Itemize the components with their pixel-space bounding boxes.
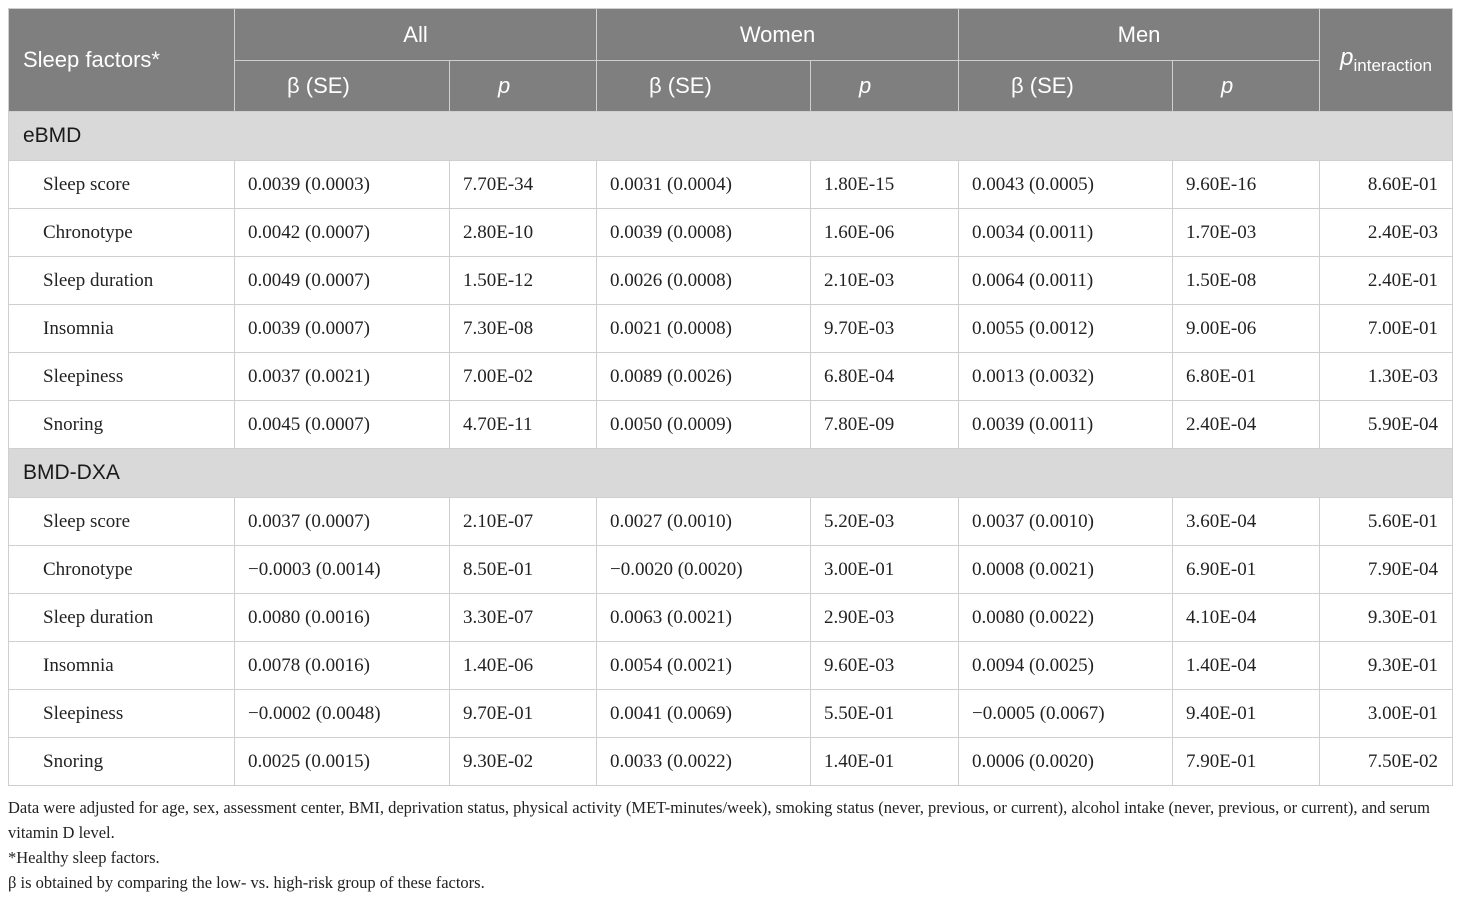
table-cell: 0.0094 (0.0025) <box>959 642 1173 690</box>
table-row <box>9 257 1453 305</box>
table-cell: 2.40E-03 <box>1320 209 1453 257</box>
table-cell: 0.0063 (0.0021) <box>597 594 811 642</box>
footnote-adjustment: Data were adjusted for age, sex, assessment center, BMI, deprivation status, physical activity (MET-minutes/week), smoking status (never, previous, or current), alcohol intake (never, previous, or current), and serum vitamin D level. <box>8 798 1430 842</box>
table-cell: 0.0008 (0.0021) <box>959 546 1173 594</box>
table-cell: 0.0037 (0.0010) <box>959 498 1173 546</box>
table-cell: 9.30E-02 <box>450 738 597 786</box>
row-label: Insomnia <box>9 642 235 690</box>
table-cell: 0.0025 (0.0015) <box>235 738 450 786</box>
header-women-beta: β (SE) <box>597 61 811 112</box>
header-group-women: Women <box>597 9 959 61</box>
table-cell: 0.0037 (0.0021) <box>235 353 450 401</box>
table-row <box>9 209 1453 257</box>
table-cell: 0.0039 (0.0008) <box>597 209 811 257</box>
table-cell: 0.0064 (0.0011) <box>959 257 1173 305</box>
table-cell: 1.70E-03 <box>1173 209 1320 257</box>
table-footnotes <box>8 795 1458 895</box>
row-label: Chronotype <box>9 546 235 594</box>
table-row <box>9 353 1453 401</box>
table-cell: 0.0033 (0.0022) <box>597 738 811 786</box>
header-men-beta: β (SE) <box>959 61 1173 112</box>
table-cell: 0.0054 (0.0021) <box>597 642 811 690</box>
table-cell: 4.10E-04 <box>1173 594 1320 642</box>
table-cell: 7.80E-09 <box>811 401 959 449</box>
row-label: Snoring <box>9 401 235 449</box>
table-cell: 8.60E-01 <box>1320 161 1453 209</box>
row-label: Sleepiness <box>9 353 235 401</box>
table-row <box>9 305 1453 353</box>
table-cell: 7.90E-04 <box>1320 546 1453 594</box>
table-cell: 6.80E-01 <box>1173 353 1320 401</box>
table-row <box>9 642 1453 690</box>
row-label: Chronotype <box>9 209 235 257</box>
table-cell: 0.0050 (0.0009) <box>597 401 811 449</box>
row-label: Snoring <box>9 738 235 786</box>
header-sleep-factors: Sleep factors* <box>9 9 235 112</box>
table-cell: 9.00E-06 <box>1173 305 1320 353</box>
table-cell: 0.0080 (0.0022) <box>959 594 1173 642</box>
row-label: Insomnia <box>9 305 235 353</box>
table-cell: 7.00E-01 <box>1320 305 1453 353</box>
header-p-interaction <box>1320 9 1453 112</box>
table-row <box>9 690 1453 738</box>
table-cell: 9.70E-01 <box>450 690 597 738</box>
section-title: BMD-DXA <box>9 449 1453 498</box>
section-row <box>9 449 1453 498</box>
table-cell: 6.90E-01 <box>1173 546 1320 594</box>
header-all-p: p <box>450 61 597 112</box>
table-cell: 7.70E-34 <box>450 161 597 209</box>
p-interaction-subscript: interaction <box>1353 56 1432 75</box>
table-cell: 3.60E-04 <box>1173 498 1320 546</box>
table-cell: 1.80E-15 <box>811 161 959 209</box>
table-cell: −0.0005 (0.0067) <box>959 690 1173 738</box>
header-men-p: p <box>1173 61 1320 112</box>
table-cell: 7.90E-01 <box>1173 738 1320 786</box>
table-cell: 0.0026 (0.0008) <box>597 257 811 305</box>
section-title: eBMD <box>9 112 1453 161</box>
table-cell: 6.80E-04 <box>811 353 959 401</box>
section-row <box>9 112 1453 161</box>
table-cell: 0.0031 (0.0004) <box>597 161 811 209</box>
table-cell: 0.0049 (0.0007) <box>235 257 450 305</box>
table-cell: 9.70E-03 <box>811 305 959 353</box>
table-cell: 8.50E-01 <box>450 546 597 594</box>
table-cell: 1.30E-03 <box>1320 353 1453 401</box>
table-cell: 0.0037 (0.0007) <box>235 498 450 546</box>
table-cell: 0.0027 (0.0010) <box>597 498 811 546</box>
table-row <box>9 546 1453 594</box>
table-cell: 5.60E-01 <box>1320 498 1453 546</box>
table-container <box>8 8 1452 786</box>
table-cell: 2.90E-03 <box>811 594 959 642</box>
table-row <box>9 594 1453 642</box>
table-cell: 3.00E-01 <box>1320 690 1453 738</box>
table-cell: 1.40E-01 <box>811 738 959 786</box>
table-cell: 0.0043 (0.0005) <box>959 161 1173 209</box>
table-cell: 5.20E-03 <box>811 498 959 546</box>
table-cell: 5.50E-01 <box>811 690 959 738</box>
table-row <box>9 401 1453 449</box>
table-cell: 0.0055 (0.0012) <box>959 305 1173 353</box>
table-cell: 5.90E-04 <box>1320 401 1453 449</box>
table-cell: 9.60E-16 <box>1173 161 1320 209</box>
table-cell: 0.0034 (0.0011) <box>959 209 1173 257</box>
table-cell: 9.30E-01 <box>1320 642 1453 690</box>
table-cell: 9.60E-03 <box>811 642 959 690</box>
p-interaction-main: p <box>1340 44 1354 71</box>
table-cell: 0.0039 (0.0003) <box>235 161 450 209</box>
table-row <box>9 738 1453 786</box>
footnote-healthy-sleep: *Healthy sleep factors. <box>8 848 160 867</box>
table-cell: 9.30E-01 <box>1320 594 1453 642</box>
table-cell: 1.60E-06 <box>811 209 959 257</box>
header-women-p: p <box>811 61 959 112</box>
table-cell: 0.0042 (0.0007) <box>235 209 450 257</box>
table-cell: 0.0041 (0.0069) <box>597 690 811 738</box>
table-cell: 3.30E-07 <box>450 594 597 642</box>
row-label: Sleep duration <box>9 594 235 642</box>
table-cell: −0.0003 (0.0014) <box>235 546 450 594</box>
table-cell: 1.50E-08 <box>1173 257 1320 305</box>
table-cell: 2.10E-03 <box>811 257 959 305</box>
table-cell: 2.40E-04 <box>1173 401 1320 449</box>
table-cell: 0.0013 (0.0032) <box>959 353 1173 401</box>
footnote-beta: β is obtained by comparing the low- vs. high-risk group of these factors. <box>8 873 485 892</box>
table-body <box>9 112 1453 786</box>
table-cell: 0.0021 (0.0008) <box>597 305 811 353</box>
table-cell: −0.0002 (0.0048) <box>235 690 450 738</box>
table-row <box>9 161 1453 209</box>
table-cell: 0.0080 (0.0016) <box>235 594 450 642</box>
table-cell: 0.0039 (0.0011) <box>959 401 1173 449</box>
row-label: Sleepiness <box>9 690 235 738</box>
table-cell: 0.0039 (0.0007) <box>235 305 450 353</box>
table-cell: 0.0045 (0.0007) <box>235 401 450 449</box>
row-label: Sleep duration <box>9 257 235 305</box>
header-group-all: All <box>235 9 597 61</box>
table-row <box>9 498 1453 546</box>
table-cell: 4.70E-11 <box>450 401 597 449</box>
row-label: Sleep score <box>9 161 235 209</box>
table-cell: 9.40E-01 <box>1173 690 1320 738</box>
table-cell: 7.00E-02 <box>450 353 597 401</box>
table-cell: 7.30E-08 <box>450 305 597 353</box>
table-cell: 2.80E-10 <box>450 209 597 257</box>
table-cell: 7.50E-02 <box>1320 738 1453 786</box>
table-cell: 0.0078 (0.0016) <box>235 642 450 690</box>
table-cell: 2.10E-07 <box>450 498 597 546</box>
results-table <box>8 8 1453 786</box>
table-cell: 1.40E-06 <box>450 642 597 690</box>
table-cell: 3.00E-01 <box>811 546 959 594</box>
table-cell: 1.40E-04 <box>1173 642 1320 690</box>
table-cell: 1.50E-12 <box>450 257 597 305</box>
table-cell: 0.0089 (0.0026) <box>597 353 811 401</box>
table-cell: −0.0020 (0.0020) <box>597 546 811 594</box>
header-group-men: Men <box>959 9 1320 61</box>
header-all-beta: β (SE) <box>235 61 450 112</box>
table-cell: 2.40E-01 <box>1320 257 1453 305</box>
row-label: Sleep score <box>9 498 235 546</box>
table-cell: 0.0006 (0.0020) <box>959 738 1173 786</box>
